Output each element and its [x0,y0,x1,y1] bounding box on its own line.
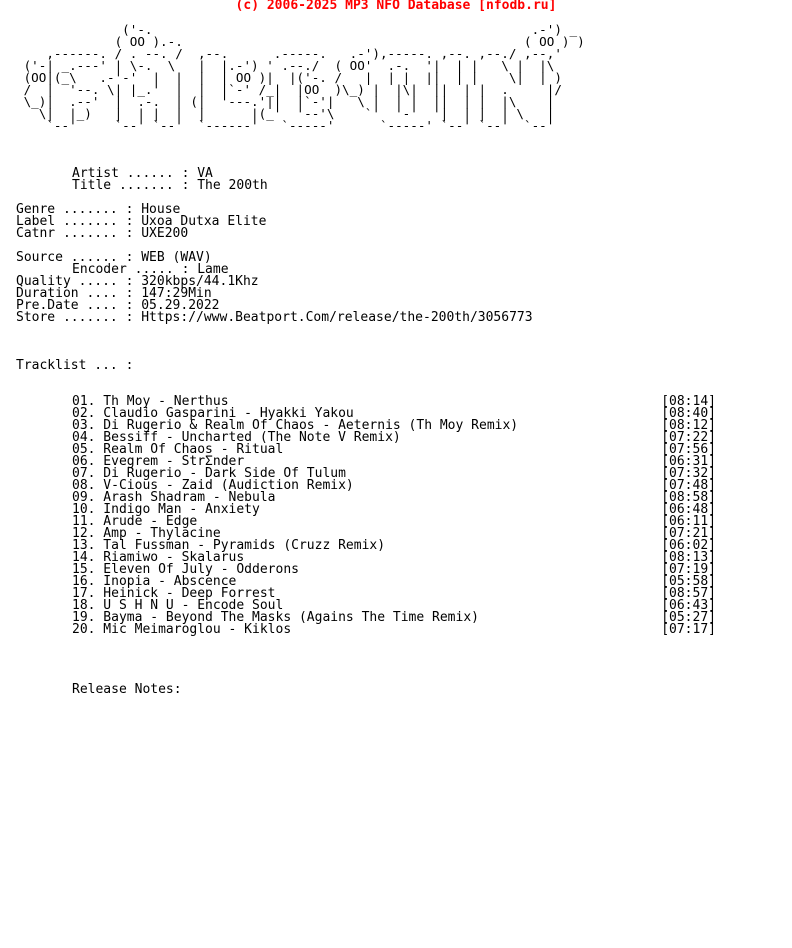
release-notes-heading: Release Notes: [72,682,182,697]
track-title: 16. Inopia - Abscence [72,574,237,589]
track-title: 14. Riamiwo - Skalarus [72,550,245,565]
track-title: 20. Mic Meimaroglou - Kiklos [72,622,292,637]
track-title: 15. Eleven Of July - Odderons [72,562,299,577]
store-link: Https://www.Beatport.Com/release/the-200th/3056773 [141,310,533,325]
track-title: 07. Di Rugerio - Dark Side Of Tulum [72,466,346,481]
track-duration: [06:48] [661,502,716,517]
track-duration: [08:13] [661,550,716,565]
track-duration: [06:31] [661,454,716,469]
track-duration: [08:14] [661,394,716,409]
track-duration: [07:17] [661,622,716,637]
track-duration: [08:57] [661,586,716,601]
catnr-label: Catnr ....... : [16,226,134,241]
track-duration: [06:43] [661,598,716,613]
track-duration: [07:19] [661,562,716,577]
artist-label: Artist ...... : [72,166,190,181]
track-title: 01. Th Moy - Nerthus [72,394,229,409]
track-title: 06. Evegrem - StrΣnder [72,454,245,469]
label-label: Label ....... : [16,214,134,229]
source-value: WEB (WAV) [141,250,212,265]
track-duration: [05:27] [661,610,716,625]
source-label: Source ...... : [16,250,134,265]
track-duration: [07:21] [661,526,716,541]
track-title: 18. U S H N U - Encode Soul [72,598,284,613]
title-label: Title ....... : [72,178,190,193]
predate-value: 05.29.2022 [141,298,220,313]
store-label: Store ....... : [16,310,134,325]
track-title: 03. Di Rugerio & Realm Of Chaos - Aeternis (Th Moy Remix) [72,418,519,433]
track-title: 10. Indigo Man - Anxiety [72,502,260,517]
track-title: 08. V-Cious - Zaid (Audiction Remix) [72,478,354,493]
genre-value: House [141,202,181,217]
track-title: 17. Heinick - Deep Forrest [72,586,276,601]
ascii-art-logo: ('-. .-') _ ( OO ).-. ( OO ) ) ,------. / . --. / ,--. .-----. .-'),-----. ,--. ,--./ ,--,' ('-| _.---' | \-. \ | |.-') ' .--./ ( OO' .-. '| | | \ | |\ (OO|(_\ .-'-' | | | | OO )| |('-. / | | | || | | \| | ) / | '--. \| |_.' | | |`-' /_| |OO )\_) | |\| || | | . |/ \_)| .--' | .-. | (| '---.'|| |`-'| \ | | | || | | |\ | \| |_) | | | | | |(_' '--'\ `' '-' '| | | | \ | `--' `--' `--' `------' `-----' `-----' `--' `--' `--' [23,22,585,133]
duration-label: Duration .... : [16,286,134,301]
nfodb-banner: (c) 2006-2025 MP3 NFO Database [nfodb.ru] [235,0,557,13]
label-value: Uxoa Dutxa Elite [141,214,267,229]
track-duration: [05:58] [661,574,716,589]
track-duration: [06:11] [661,514,716,529]
track-duration: [08:40] [661,406,716,421]
encoder-label: Encoder ..... : [72,262,190,277]
catnr-value: UXE200 [141,226,189,241]
track-duration: [08:58] [661,490,716,505]
track-title: 12. Amp - Thylacine [72,526,221,541]
track-title: 04. Bessiff - Uncharted (The Note V Remix) [72,430,401,445]
track-title: 05. Realm Of Chaos - Ritual [72,442,284,457]
track-duration: [06:02] [661,538,716,553]
track-duration: [07:22] [661,430,716,445]
quality-value: 320kbps/44.1Khz [141,274,259,289]
predate-label: Pre.Date .... : [16,298,134,313]
track-title: 09. Arash Shadram - Nebula [72,490,276,505]
track-title: 19. Bayma - Beyond The Masks (Agains The Time Remix) [72,610,479,625]
encoder-value: Lame [197,262,229,277]
title-value: The 200th [197,178,268,193]
track-title: 13. Tal Fussman - Pyramids (Cruzz Remix) [72,538,386,553]
track-row [72,624,716,636]
track-duration: [07:56] [661,442,716,457]
store-row [16,312,533,324]
duration-value: 147:29Min [141,286,212,301]
track-title: 11. Arude - Edge [72,514,198,529]
title-row [72,180,268,192]
track-title: 02. Claudio Gasparini - Hyakki Yakou [72,406,354,421]
artist-value: VA [197,166,213,181]
track-duration: [07:48] [661,478,716,493]
quality-label: Quality ..... : [16,274,134,289]
genre-label: Genre ....... : [16,202,134,217]
catnr-row [16,228,188,240]
track-duration: [07:32] [661,466,716,481]
tracklist-heading: Tracklist ... : [16,358,134,373]
track-duration: [08:12] [661,418,716,433]
